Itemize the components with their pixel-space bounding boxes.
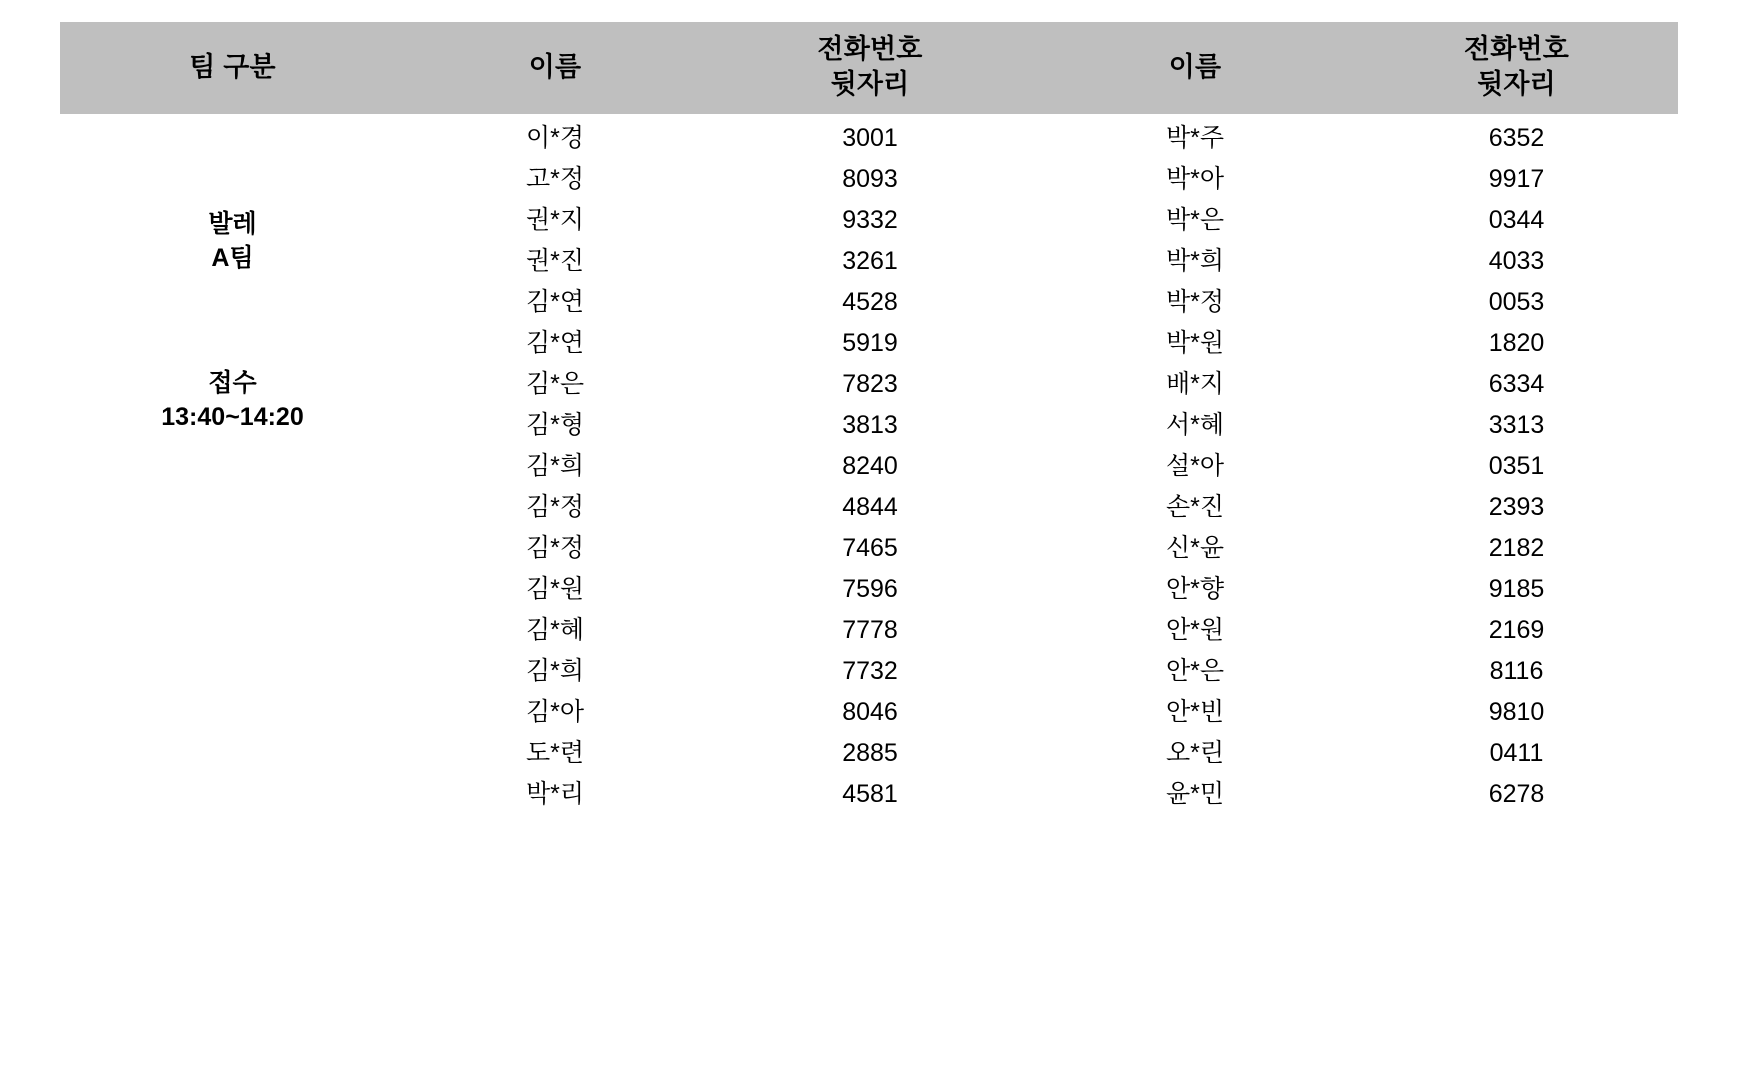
participant-name-right: 신*윤 <box>1165 534 1225 562</box>
participant-name-right: 배*지 <box>1165 370 1225 398</box>
team-label <box>60 207 405 276</box>
participant-phone-left: 7465 <box>842 534 898 562</box>
participant-name-left: 고*정 <box>525 165 585 193</box>
participant-phone-right: 0053 <box>1488 288 1545 316</box>
participant-name-right: 박*정 <box>1165 288 1225 316</box>
participant-phone-right: 6278 <box>1488 780 1545 808</box>
reception-time-line: 13:40~14:20 <box>161 403 304 431</box>
participant-name-left: 김*희 <box>525 452 585 480</box>
participant-name-left: 도*련 <box>525 739 585 767</box>
participant-name-right: 박*원 <box>1165 329 1225 357</box>
participant-phone-right: 9917 <box>1488 165 1545 193</box>
table-row <box>60 114 1678 159</box>
participant-name-right: 안*은 <box>1165 657 1225 685</box>
participant-name-left: 김*연 <box>525 288 585 316</box>
participant-name-right: 손*진 <box>1165 493 1225 521</box>
table-header <box>60 22 1678 114</box>
team-group-cell <box>60 114 405 815</box>
participant-name-right: 안*빈 <box>1165 698 1225 726</box>
participant-phone-left: 7596 <box>842 575 898 603</box>
participant-name-left: 이*경 <box>525 124 585 152</box>
participant-name-left: 김*형 <box>525 411 585 439</box>
participant-name-right: 안*향 <box>1165 575 1225 603</box>
column-header-name-right: 이름 <box>1035 22 1355 114</box>
column-header-phone-right: 전화번호 뒷자리 <box>1355 22 1678 114</box>
participant-phone-right: 9185 <box>1488 575 1545 603</box>
participant-phone-right: 6334 <box>1488 370 1545 398</box>
participant-phone-left: 3813 <box>842 411 898 439</box>
participant-phone-left: 7823 <box>842 370 898 398</box>
participant-name-left: 김*은 <box>525 370 585 398</box>
table-header-row <box>60 22 1678 114</box>
participant-phone-right: 2393 <box>1488 493 1545 521</box>
participant-phone-right: 9810 <box>1488 698 1545 726</box>
participant-name-left: 김*아 <box>525 698 585 726</box>
participant-phone-right: 3313 <box>1488 411 1545 439</box>
participant-name-left: 박*리 <box>525 780 585 808</box>
participant-name-right: 안*원 <box>1165 616 1225 644</box>
column-header-team: 팀 구분 <box>60 22 405 114</box>
participant-phone-right: 0411 <box>1489 739 1544 767</box>
participant-phone-left: 7732 <box>842 657 898 685</box>
participant-phone-left: 8240 <box>842 452 898 480</box>
participant-name-left: 김*정 <box>525 534 585 562</box>
participant-name-right: 박*은 <box>1165 206 1225 234</box>
participant-roster-table <box>60 22 1678 815</box>
participant-phone-right: 2169 <box>1488 616 1545 644</box>
team-label-line: 발레 <box>208 209 257 238</box>
participant-phone-left: 3261 <box>842 247 898 275</box>
participant-phone-left: 4581 <box>842 780 898 808</box>
participant-name-right: 오*린 <box>1165 739 1225 767</box>
participant-name-left: 김*희 <box>525 657 585 685</box>
participant-name-right: 박*주 <box>1165 124 1225 152</box>
participant-name-right: 윤*민 <box>1165 780 1225 808</box>
participant-phone-right: 4033 <box>1488 247 1545 275</box>
participant-phone-right: 6352 <box>1488 124 1545 152</box>
participant-name-right: 박*아 <box>1165 165 1225 193</box>
participant-phone-right: 8116 <box>1489 657 1544 685</box>
participant-phone-left: 4528 <box>842 288 898 316</box>
participant-name-left: 김*연 <box>525 329 585 357</box>
team-label-line: A팀 <box>211 244 254 272</box>
participant-name-right: 박*희 <box>1165 247 1225 275</box>
participant-name-right: 설*아 <box>1165 452 1225 480</box>
participant-phone-left: 8093 <box>842 165 898 193</box>
participant-phone-right: 0351 <box>1488 452 1545 480</box>
participant-name-left: 권*지 <box>525 206 585 234</box>
participant-name-left: 김*혜 <box>525 616 585 644</box>
participant-phone-right: 1820 <box>1488 329 1545 357</box>
participant-phone-right: 2182 <box>1488 534 1545 562</box>
participant-name-left: 김*정 <box>525 493 585 521</box>
participant-name-left: 김*원 <box>525 575 585 603</box>
participant-name-right: 서*혜 <box>1165 411 1225 439</box>
participant-phone-left: 2885 <box>842 739 898 767</box>
table-body <box>60 114 1678 815</box>
participant-phone-left: 4844 <box>842 493 898 521</box>
participant-phone-right: 0344 <box>1488 206 1545 234</box>
column-header-name-left: 이름 <box>405 22 705 114</box>
reception-time-label <box>60 366 405 435</box>
participant-phone-left: 7778 <box>842 616 898 644</box>
reception-time-line: 접수 <box>208 368 257 397</box>
participant-phone-left: 8046 <box>842 698 898 726</box>
participant-phone-left: 5919 <box>842 329 898 357</box>
column-header-phone-left: 전화번호 뒷자리 <box>705 22 1035 114</box>
participant-phone-left: 9332 <box>842 206 898 234</box>
participant-phone-left: 3001 <box>842 124 898 152</box>
participant-name-left: 권*진 <box>525 247 585 275</box>
